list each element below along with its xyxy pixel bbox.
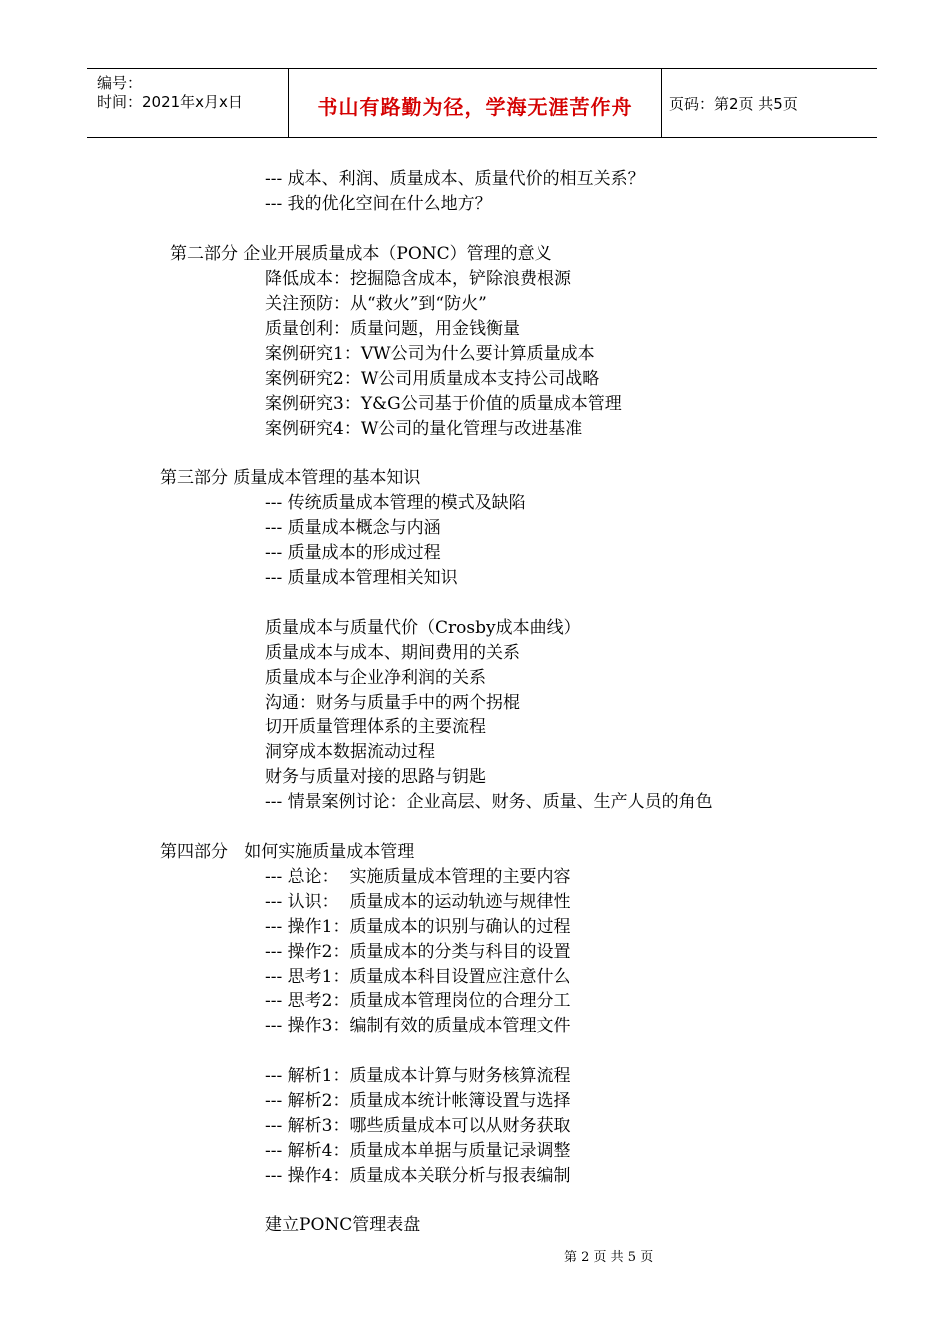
body-line: --- 质量成本概念与内涵 — [265, 518, 441, 538]
page-info: 页码：第2页 共5页 — [669, 95, 798, 113]
body-line: 建立PONC管理表盘 — [265, 1215, 421, 1235]
page-footer: 第 2 页 共 5 页 — [564, 1250, 654, 1265]
body-line: 质量成本与成本、期间费用的关系 — [265, 643, 520, 663]
body-line: --- 操作3：编制有效的质量成本管理文件 — [265, 1016, 571, 1036]
body-line: --- 解析1：质量成本计算与财务核算流程 — [265, 1066, 571, 1086]
body-line: 沟通：财务与质量手中的两个拐棍 — [265, 693, 520, 713]
page-header — [87, 68, 877, 138]
body-line: --- 操作4：质量成本关联分析与报表编制 — [265, 1166, 571, 1186]
body-line: 切开质量管理体系的主要流程 — [265, 717, 486, 737]
body-line: --- 成本、利润、质量成本、质量代价的相互关系？ — [265, 169, 645, 189]
body-line: 案例研究1：VW公司为什么要计算质量成本 — [265, 344, 595, 364]
body-line: --- 我的优化空间在什么地方？ — [265, 194, 492, 214]
body-line: --- 总论： 实施质量成本管理的主要内容 — [265, 867, 571, 887]
body-line: --- 解析2：质量成本统计帐簿设置与选择 — [265, 1091, 571, 1111]
header-page-cell — [661, 69, 877, 137]
body-line: 质量成本与企业净利润的关系 — [265, 668, 486, 688]
section-heading: 第四部分 如何实施质量成本管理 — [160, 842, 415, 862]
motto: 书山有路勤为径，学海无涯苦作舟 — [317, 95, 633, 119]
body-line: --- 质量成本管理相关知识 — [265, 568, 458, 588]
body-line: 洞穿成本数据流动过程 — [265, 742, 435, 762]
body-line: 质量成本与质量代价（Crosby成本曲线） — [265, 618, 581, 638]
body-line: --- 操作2：质量成本的分类与科目的设置 — [265, 942, 571, 962]
body-line: --- 传统质量成本管理的模式及缺陷 — [265, 493, 526, 513]
section-heading: 第三部分 质量成本管理的基本知识 — [160, 468, 421, 488]
body-line: --- 解析3：哪些质量成本可以从财务获取 — [265, 1116, 571, 1136]
header-meta — [87, 69, 287, 137]
section-heading: 第二部分 企业开展质量成本（PONC）管理的意义 — [170, 244, 552, 264]
body-line: 案例研究2：W公司用质量成本支持公司战略 — [265, 369, 600, 389]
header-motto-cell — [288, 69, 662, 137]
body-line: --- 操作1：质量成本的识别与确认的过程 — [265, 917, 571, 937]
body-line: --- 解析4：质量成本单据与质量记录调整 — [265, 1141, 571, 1161]
body-line: --- 情景案例讨论：企业高层、财务、质量、生产人员的角色 — [265, 792, 713, 812]
time-label: 时间：2021年x月x日 — [97, 93, 243, 111]
body-line: --- 思考2：质量成本管理岗位的合理分工 — [265, 991, 571, 1011]
body-line: --- 思考1：质量成本科目设置应注意什么 — [265, 967, 571, 987]
body-line: 案例研究3：Y&G公司基于价值的质量成本管理 — [265, 394, 622, 414]
body-line: --- 质量成本的形成过程 — [265, 543, 441, 563]
body-line: 财务与质量对接的思路与钥匙 — [265, 767, 486, 787]
body-line: --- 认识： 质量成本的运动轨迹与规律性 — [265, 892, 571, 912]
body-line: 关注预防：从“救火”到“防火” — [265, 294, 487, 314]
body-line: 降低成本：挖掘隐含成本，铲除浪费根源 — [265, 269, 571, 289]
body-line: 质量创利：质量问题，用金钱衡量 — [265, 319, 520, 339]
code-label: 编号： — [97, 74, 143, 92]
body-line: 案例研究4：W公司的量化管理与改进基准 — [265, 419, 583, 439]
